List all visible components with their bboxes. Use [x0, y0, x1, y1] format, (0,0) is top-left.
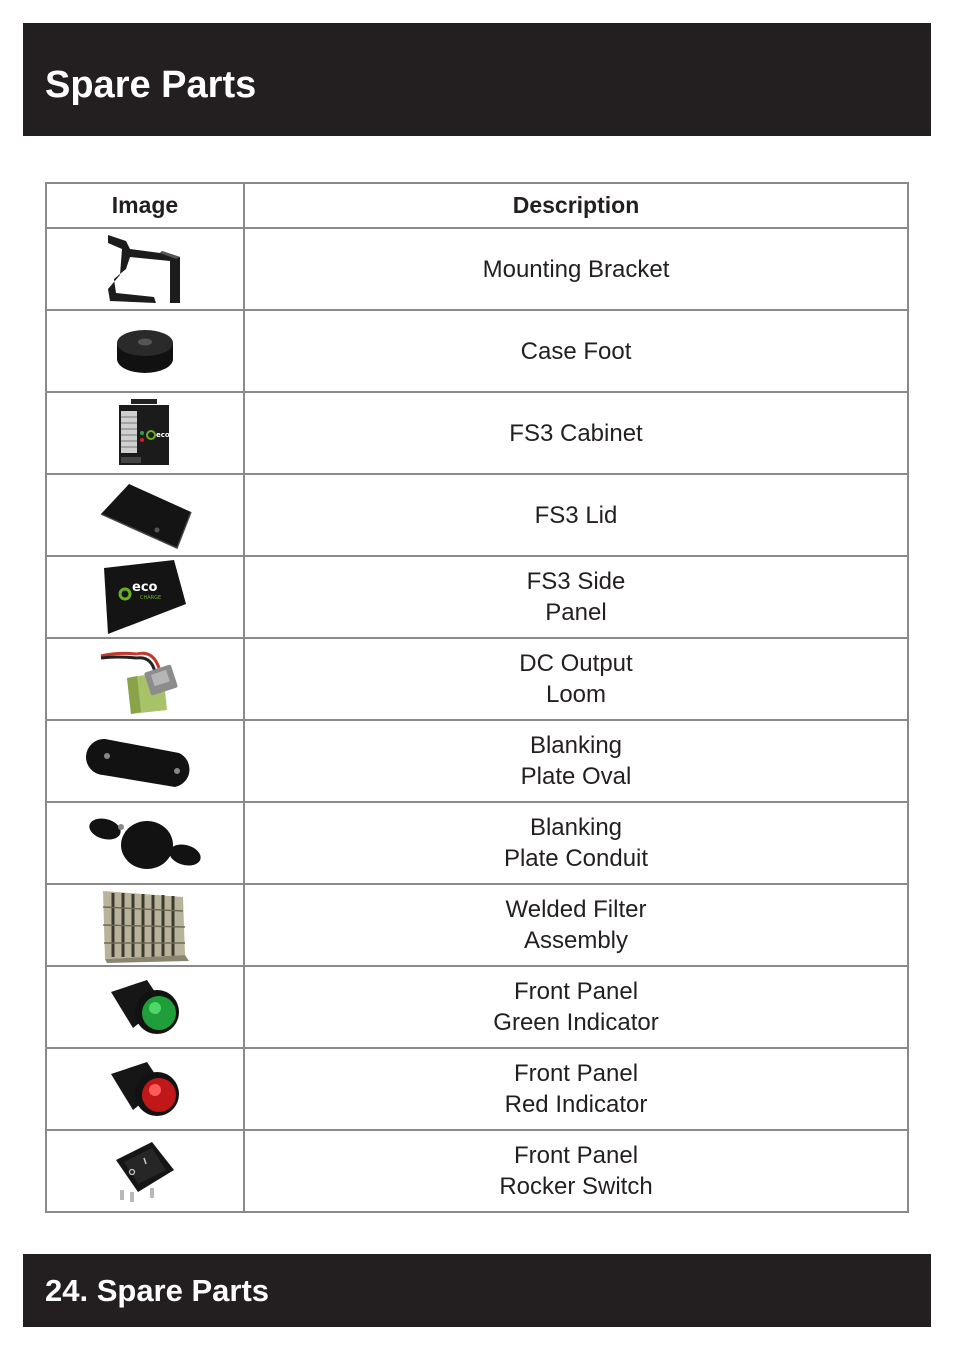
part-image-cell — [46, 884, 244, 966]
charge-logo-text: CHARGE — [140, 595, 162, 601]
column-header-description: Description — [244, 183, 908, 228]
blanking-plate-oval-icon — [83, 731, 207, 791]
spare-parts-table — [45, 182, 909, 1213]
table-row — [46, 392, 908, 474]
part-description: Front Panel Green Indicator — [244, 966, 908, 1048]
filter-assembly-icon — [99, 887, 191, 963]
part-description: DC Output Loom — [244, 638, 908, 720]
part-description: Blanking Plate Oval — [244, 720, 908, 802]
part-description: Welded Filter Assembly — [244, 884, 908, 966]
part-description: FS3 Cabinet — [244, 392, 908, 474]
green-indicator-icon — [103, 974, 187, 1040]
table-row — [46, 1130, 908, 1212]
part-image-cell — [46, 310, 244, 392]
part-image-cell — [46, 474, 244, 556]
table-row — [46, 884, 908, 966]
part-description: Case Foot — [244, 310, 908, 392]
table-row — [46, 556, 908, 638]
side-panel-icon — [100, 558, 190, 636]
table-row — [46, 802, 908, 884]
mounting-bracket-icon — [100, 231, 190, 307]
rocker-switch-icon — [110, 1136, 180, 1206]
header-banner — [23, 23, 931, 136]
table-row — [46, 228, 908, 310]
part-image-cell — [46, 638, 244, 720]
table-row — [46, 966, 908, 1048]
column-header-image: Image — [46, 183, 244, 228]
table-row — [46, 474, 908, 556]
part-description: FS3 Side Panel — [244, 556, 908, 638]
part-image-cell — [46, 802, 244, 884]
case-foot-icon — [110, 321, 180, 381]
part-description: Blanking Plate Conduit — [244, 802, 908, 884]
part-image-cell — [46, 556, 244, 638]
dc-output-loom-icon — [97, 642, 193, 716]
page-title: Spare Parts — [45, 64, 257, 106]
part-image-cell — [46, 228, 244, 310]
table-row — [46, 638, 908, 720]
part-image-cell — [46, 720, 244, 802]
part-image-cell — [46, 1048, 244, 1130]
table-row — [46, 310, 908, 392]
red-indicator-icon — [103, 1056, 187, 1122]
part-description: Front Panel Red Indicator — [244, 1048, 908, 1130]
part-image-cell — [46, 1130, 244, 1212]
table-row — [46, 1048, 908, 1130]
part-image-cell — [46, 966, 244, 1048]
part-description: Front Panel Rocker Switch — [244, 1130, 908, 1212]
part-description: FS3 Lid — [244, 474, 908, 556]
footer-banner — [23, 1254, 931, 1327]
part-description: Mounting Bracket — [244, 228, 908, 310]
lid-icon — [95, 478, 195, 552]
eco-logo-text: eco — [156, 431, 170, 439]
table-row — [46, 720, 908, 802]
cabinet-icon — [113, 397, 177, 469]
table-header-row — [46, 183, 908, 228]
blanking-plate-conduit-icon — [85, 811, 205, 875]
footer-title: 24. Spare Parts — [45, 1273, 270, 1308]
part-image-cell — [46, 392, 244, 474]
eco-logo-text: eco — [132, 580, 158, 595]
